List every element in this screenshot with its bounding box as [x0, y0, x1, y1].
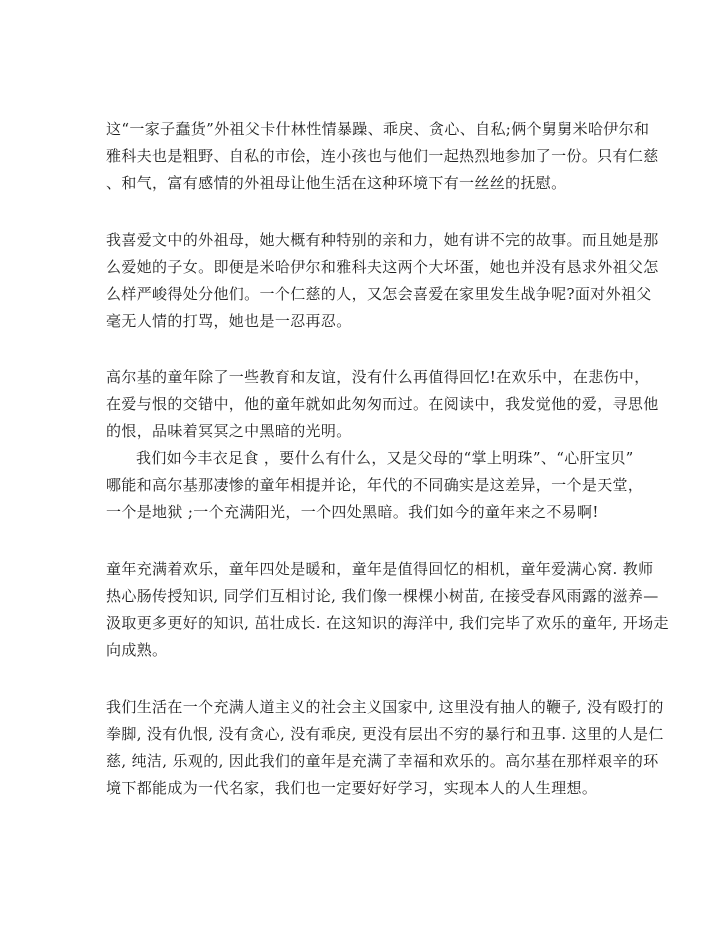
paragraph-3-line-2: 在爱与恨的交错中，他的童年就如此匆匆而过。在阅读中，我发觉他的爱，寻思他	[106, 395, 659, 413]
paragraph-4-line-3: 汲取更多更好的知识, 茁壮成长. 在这知识的海洋中, 我们完毕了欢乐的童年, 开场走	[106, 614, 669, 632]
paragraph-3-line-5: 哪能和高尔基那凄惨的童年相提并论，年代的不同确实是这差异，一个是天堂，	[106, 476, 644, 494]
paragraph-5-line-2: 拳脚, 没有仇恨, 没有贪心, 没有乖戾, 更没有层出不穷的暴行和丑事. 这里的人是仁	[106, 725, 664, 743]
paragraph-5-line-3: 慈, 纯洁, 乐观的, 因此我们的童年是充满了幸福和欢乐的。高尔基在那样艰辛的环	[106, 752, 659, 770]
paragraph-5-line-4: 境下都能成为一代名家，我们也一定要好好学习，实现本人的人生理想。	[106, 779, 598, 797]
paragraph-4-line-1: 童年充满着欢乐，童年四处是暖和，童年是值得回忆的相机，童年爱满心窝. 教师	[106, 560, 654, 578]
paragraph-3-line-1: 高尔基的童年除了一些教育和友谊，没有什么再值得回忆!在欢乐中，在悲伤中，	[106, 368, 650, 386]
paragraph-4-line-4: 向成熟。	[106, 641, 168, 659]
paragraph-5-line-1: 我们生活在一个充满人道主义的社会主义国家中, 这里没有抽人的鞭子, 没有殴打的	[106, 698, 664, 716]
paragraph-3-line-4: 我们如今丰衣足食 ，要什么有什么，又是父母的“掌上明珠”、“心肝宝贝”	[136, 449, 634, 467]
paragraph-2-line-1: 我喜爱文中的外祖母，她大概有种特别的亲和力，她有讲不完的故事。而且她是那	[106, 231, 659, 249]
paragraph-1-line-1: 这“一家子蠢货”外祖父卡什林性情暴躁、乖戾、贪心、自私;俩个舅舅米哈伊尔和	[106, 120, 650, 138]
paragraph-4-line-2: 热心肠传授知识, 同学们互相讨论, 我们像一棵棵小树苗, 在接受春风雨露的滋养—	[106, 587, 659, 605]
paragraph-3-line-3: 的恨，品味着冥冥之中黑暗的光明。	[106, 422, 352, 440]
paragraph-2-line-2: 么爱她的子女。即便是米哈伊尔和雅科夫这两个大坏蛋，她也并没有恳求外祖父怎	[106, 258, 659, 276]
paragraph-1-line-3: 、和气，富有感情的外祖母让他生活在这种环境下有一丝丝的抚慰。	[106, 174, 567, 192]
paragraph-2-line-3: 么样严峻得处分他们。一个仁慈的人，又怎会喜爱在家里发生战争呢?面对外祖父	[106, 285, 652, 303]
paragraph-1-line-2: 雅科夫也是粗野、自私的市侩，连小孩也与他们一起热烈地参加了一份。只有仁慈	[106, 147, 659, 165]
paragraph-3-line-6: 一个是地狱 ;一个充满阳光，一个四处黑暗。我们如今的童年来之不易啊!	[106, 503, 599, 521]
paragraph-2-line-4: 毫无人情的打骂，她也是一忍再忍。	[106, 312, 352, 330]
